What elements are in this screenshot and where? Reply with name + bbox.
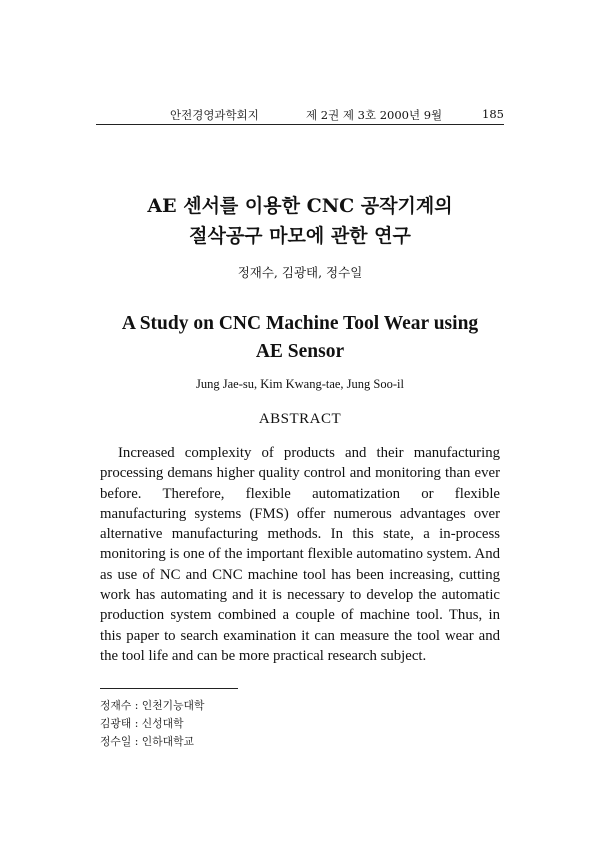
footnote-affiliation: 정수일 : 인하대학교 bbox=[100, 735, 194, 748]
footnote-affiliation: 정재수 : 인천기능대학 bbox=[100, 699, 205, 712]
footnote-affiliation: 김광태 : 신성대학 bbox=[100, 717, 184, 730]
korean-title: AE 센서를 이용한 CNC 공작기계의 절삭공구 마모에 관한 연구 bbox=[147, 195, 453, 247]
footnote-divider bbox=[100, 688, 238, 689]
abstract-body: Increased complexity of products and their manufacturing processing demans higher quality control and monitoring than ever before. Therefore, flexible automatization or flexible manufacturing systems (FMS) offer numerous advantages over alternative manufacturing methods. In this state, a in-process monitoring is one of the important flexible automatino system. And as use of NC and CNC machine tool has been increasing, cutting work has automating and it is necessary to develop the automatic production system combined a couple of machine tool. Thus, in this paper to search examination it can measure the tool wear and the tool life and can be more practical research subject. bbox=[100, 445, 500, 664]
page-number: 185 bbox=[482, 107, 504, 121]
abstract-heading: ABSTRACT bbox=[258, 411, 342, 427]
english-authors: Jung Jae-su, Kim Kwang-tae, Jung Soo-il bbox=[196, 377, 404, 391]
english-title-line-1: A Study on CNC Machine Tool Wear using bbox=[121, 313, 479, 334]
running-header bbox=[96, 104, 504, 125]
footnotes bbox=[100, 697, 204, 751]
english-title bbox=[40, 310, 560, 366]
journal-name: 안전경영과학회지 bbox=[170, 108, 259, 122]
korean-authors: 정재수, 김광태, 정수일 bbox=[237, 265, 363, 280]
english-title-line-2: AE Sensor bbox=[255, 341, 345, 362]
issue-info: 제 2권 제 3호 2000년 9월 bbox=[306, 108, 443, 122]
